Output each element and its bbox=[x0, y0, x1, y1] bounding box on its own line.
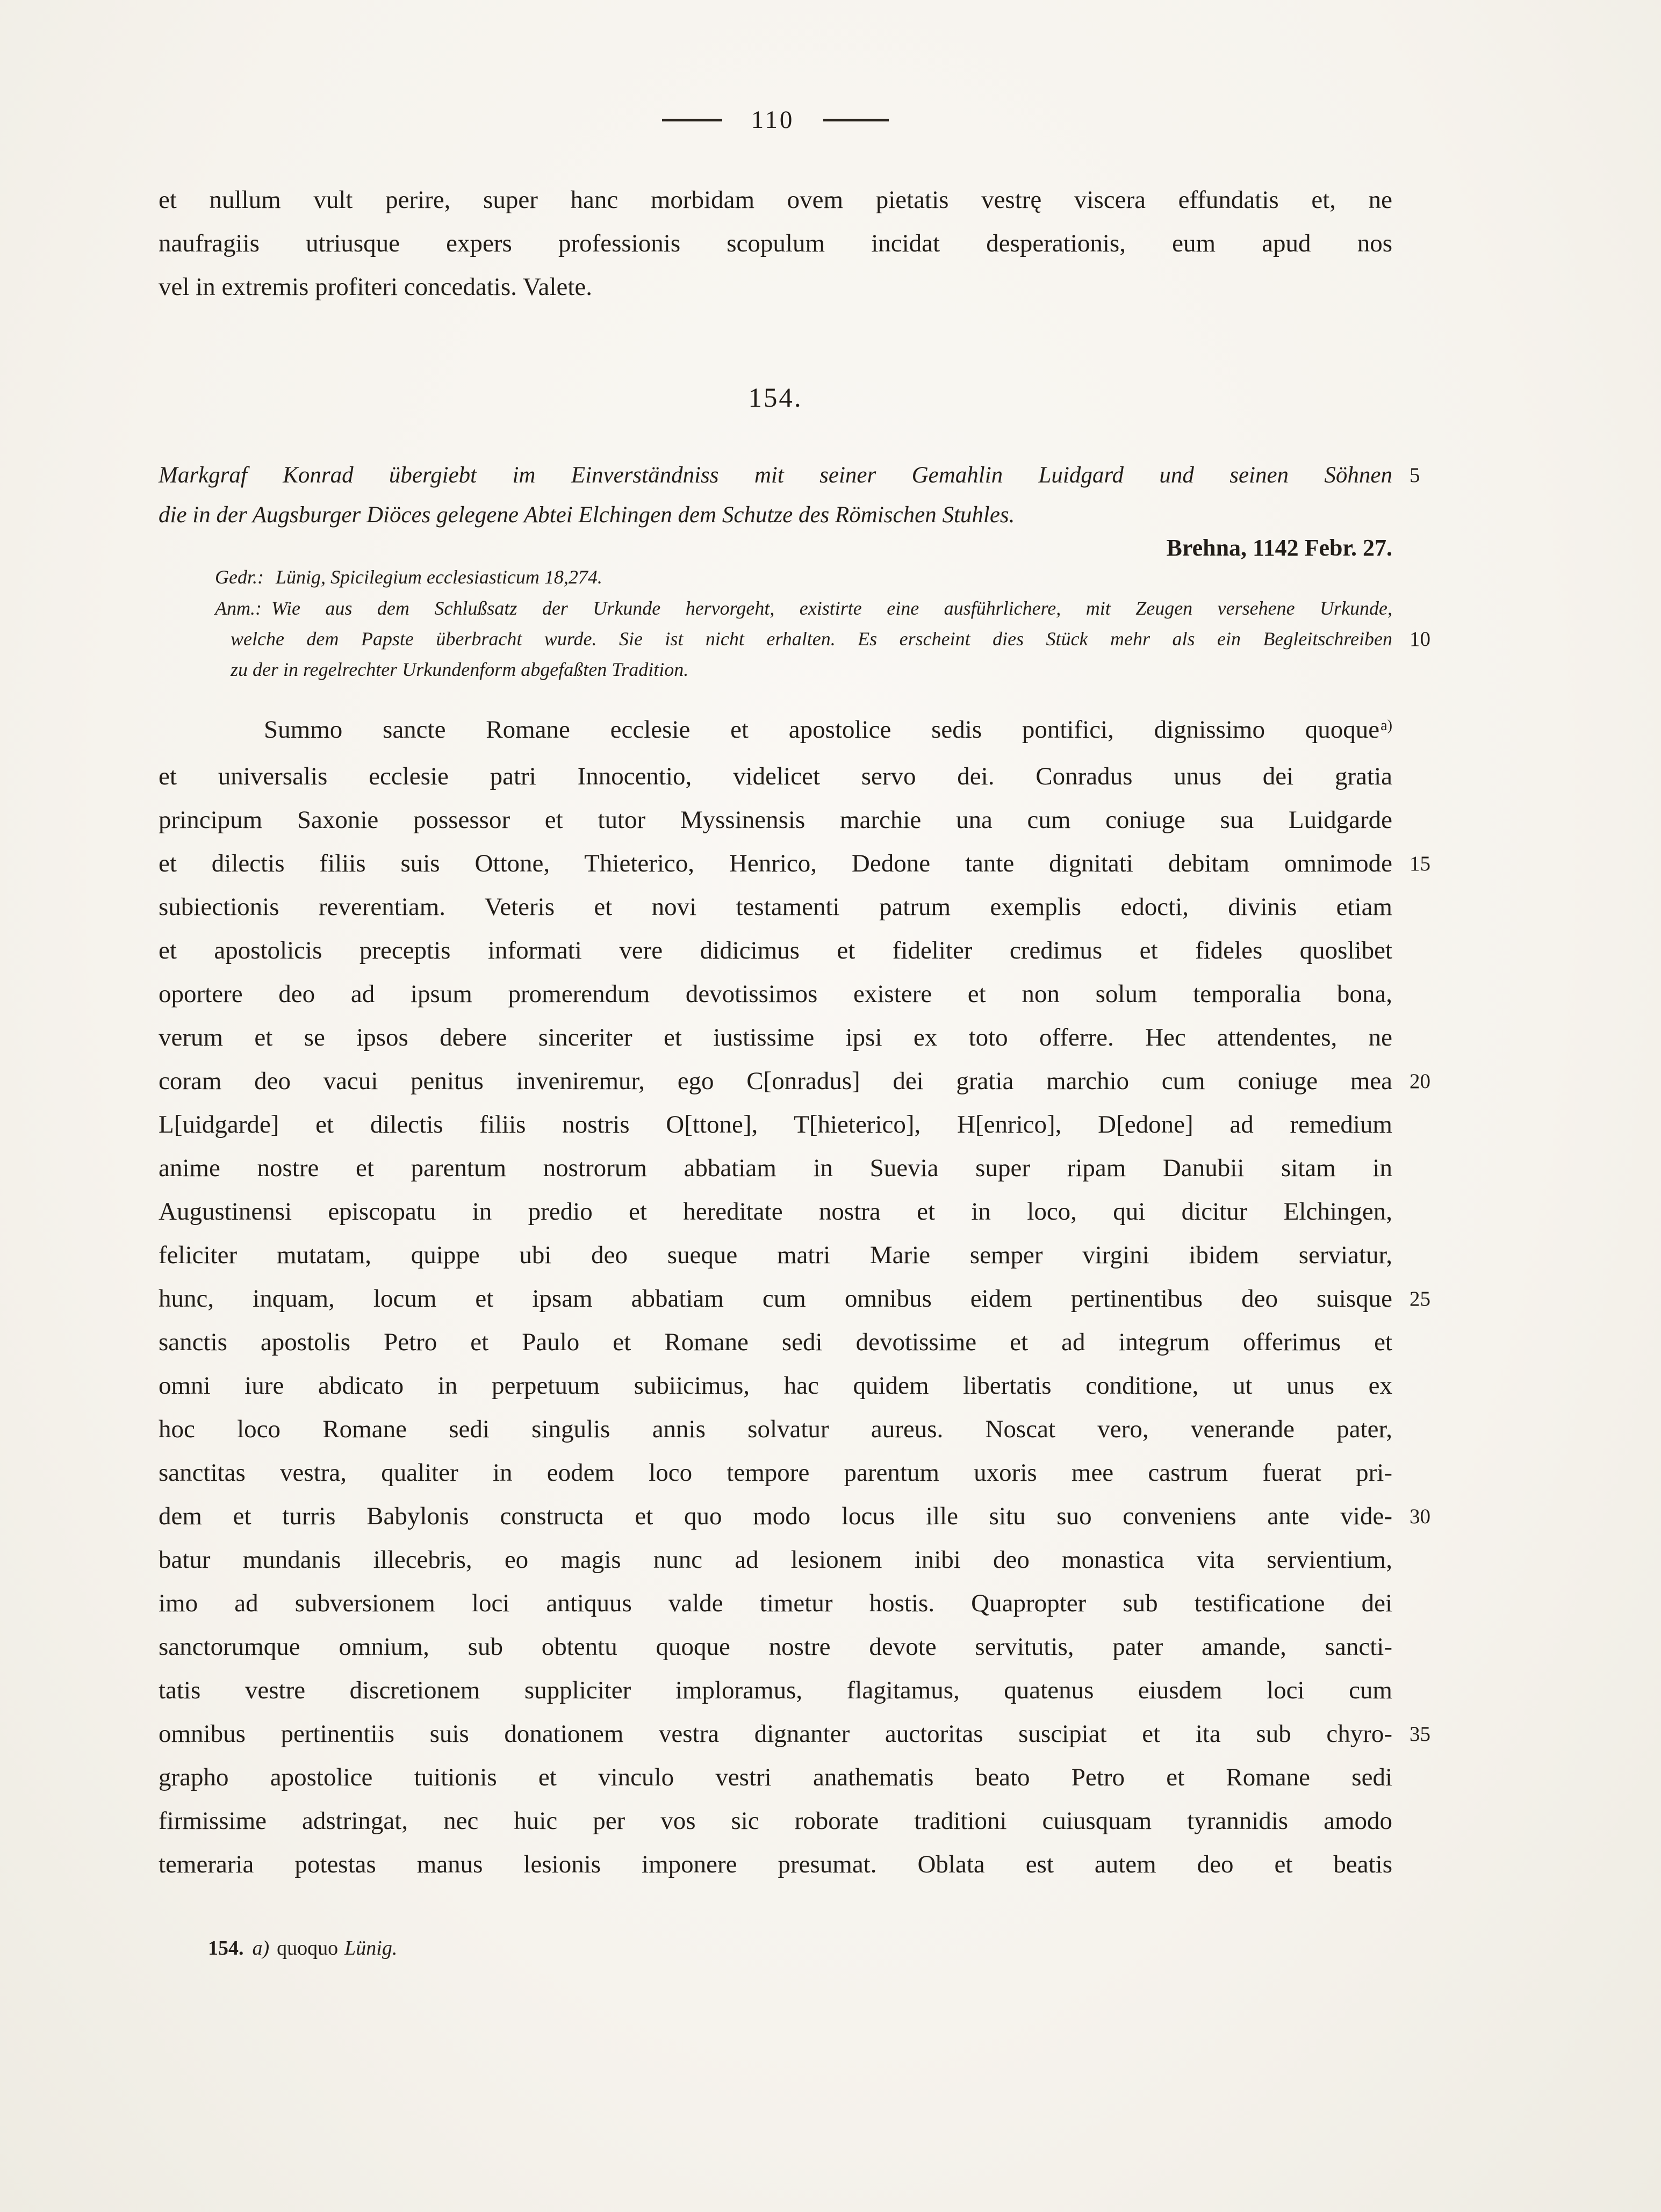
text-line: omnibus pertinentiis suis donationem vestra dignanter auctoritas suscipiat et ita sub chyro- bbox=[159, 1720, 1392, 1748]
editorial-commentary bbox=[159, 593, 1430, 685]
text-line: anime nostre et parentum nostrorum abbatiam in Suevia super ripam Danubii sitam in bbox=[159, 1154, 1392, 1182]
prev-doc-line bbox=[159, 178, 1392, 222]
body-line bbox=[159, 1060, 1430, 1103]
text-line: temeraria potestas manus lesionis imponere presumat. Oblata est autem deo et beatis bbox=[159, 1850, 1392, 1878]
text-line: zu der in regelrechter Urkundenform abgefaßten Tradition. bbox=[231, 659, 689, 680]
margin-line-number: 35 bbox=[1410, 1723, 1430, 1746]
body-line bbox=[159, 1495, 1430, 1538]
header-rule-right bbox=[823, 119, 889, 121]
body-line bbox=[159, 798, 1392, 842]
body-line bbox=[159, 1364, 1392, 1408]
text-line: et dilectis filiis suis Ottone, Thieterico, Henrico, Dedone tante dignitati debitam omnimode bbox=[159, 849, 1392, 877]
body-line bbox=[159, 1277, 1430, 1321]
footnote-marker: a) bbox=[252, 1937, 270, 1959]
body-line bbox=[159, 1451, 1392, 1495]
print-reference-note bbox=[215, 563, 1392, 591]
document-regest bbox=[159, 456, 1420, 535]
body-line bbox=[159, 1538, 1392, 1582]
regest-line bbox=[159, 456, 1420, 495]
text-line: principum Saxonie possessor et tutor Myssinensis marchie una cum coniuge sua Luidgarde bbox=[159, 806, 1392, 834]
text-line: verum et se ipsos debere sinceriter et iustissime ipsi ex toto offerre. Hec attendentes, ne bbox=[159, 1024, 1392, 1051]
margin-line-number: 30 bbox=[1410, 1505, 1430, 1528]
document-dateline: Brehna, 1142 Febr. 27. bbox=[1166, 535, 1392, 561]
regest-line bbox=[159, 495, 1392, 535]
doc-number-heading: 154. bbox=[748, 383, 803, 413]
margin-line-number: 10 bbox=[1410, 628, 1430, 651]
text-line: vel in extremis profiteri concedatis. Valete. bbox=[159, 273, 592, 301]
body-line bbox=[159, 842, 1430, 885]
margin-line-number: 15 bbox=[1410, 852, 1430, 875]
commentary-line bbox=[231, 654, 1392, 685]
text-line: et nullum vult perire, super hanc morbidam ovem pietatis vestrę viscera effundatis et, ne bbox=[159, 186, 1392, 214]
text-line: omni iure abdicato in perpetuum subiicimus, hac quidem libertatis conditione, ut unus ex bbox=[159, 1372, 1392, 1400]
prev-doc-line bbox=[159, 265, 1392, 309]
body-line bbox=[159, 929, 1392, 972]
footnote-reading: quoquo bbox=[277, 1937, 339, 1959]
text-line: subiectionis reverentiam. Veteris et novi testamenti patrum exemplis edocti, divinis etiam bbox=[159, 893, 1392, 921]
text-line: tatis vestre discretionem suppliciter imploramus, flagitamus, quatenus eiusdem loci cum bbox=[159, 1676, 1392, 1704]
body-line bbox=[159, 708, 1392, 755]
text-line: feliciter mutatam, quippe ubi deo sueque matri Marie semper virgini ibidem serviatur, bbox=[159, 1241, 1392, 1269]
text-line: Augustinensi episcopatu in predio et hereditate nostra et in loco, qui dicitur Elchingen, bbox=[159, 1198, 1392, 1226]
text-line: Summo sancte Romane ecclesie et apostolice sedis pontifici, dignissimo quoque bbox=[264, 716, 1380, 744]
body-line bbox=[159, 1147, 1392, 1190]
body-line bbox=[159, 1712, 1430, 1756]
text-line: die in der Augsburger Diöces gelegene Abtei Elchingen dem Schutze des Römischen Stuhles. bbox=[159, 502, 1015, 528]
text-line: Markgraf Konrad übergiebt im Einverständniss mit seiner Gemahlin Luidgard und seinen Söhnen bbox=[159, 463, 1392, 488]
commentary-line bbox=[231, 624, 1430, 654]
text-line: naufragiis utriusque expers professionis scopulum incidat desperationis, eum apud nos bbox=[159, 229, 1392, 257]
body-line bbox=[159, 1843, 1392, 1886]
body-line bbox=[159, 885, 1392, 929]
body-line bbox=[159, 972, 1392, 1016]
margin-line-number: 20 bbox=[1410, 1070, 1430, 1093]
body-line bbox=[159, 1016, 1392, 1060]
text-line: batur mundanis illecebris, eo magis nunc ad lesionem inibi deo monastica vita servientium, bbox=[159, 1546, 1392, 1574]
text-line: firmissime adstringat, nec huic per vos sic roborate traditioni cuiusquam tyrannidis amodo bbox=[159, 1807, 1392, 1835]
text-line: sanctorumque omnium, sub obtentu quoque nostre devote servitutis, pater amande, sancti- bbox=[159, 1633, 1392, 1661]
text-line: hoc loco Romane sedi singulis annis solvatur aureus. Noscat vero, venerande pater, bbox=[159, 1415, 1392, 1443]
text-line: oportere deo ad ipsum promerendum devotissimos existere et non solum temporalia bona, bbox=[159, 980, 1392, 1008]
footnote-source: Lünig. bbox=[344, 1937, 398, 1959]
print-ref-label: Gedr.: bbox=[215, 566, 264, 588]
margin-line-number: 5 bbox=[1410, 464, 1420, 487]
body-line bbox=[159, 1190, 1392, 1234]
body-line bbox=[159, 1669, 1392, 1712]
text-line: coram deo vacui penitus inveniremur, ego C[onradus] dei gratia marchio cum coniuge mea bbox=[159, 1067, 1392, 1095]
text-line: sanctis apostolis Petro et Paulo et Romane sedi devotissime et ad integrum offerimus et bbox=[159, 1328, 1392, 1356]
text-line: et apostolicis preceptis informati vere didicimus et fideliter credimus et fideles quoslibet bbox=[159, 936, 1392, 964]
body-line bbox=[159, 1799, 1392, 1843]
body-line bbox=[159, 1234, 1392, 1277]
text-line: imo ad subversionem loci antiquus valde timetur hostis. Quapropter sub testificatione dei bbox=[159, 1589, 1392, 1617]
text-column bbox=[159, 0, 1430, 2212]
text-line: Wie aus dem Schlußsatz der Urkunde hervorgeht, existirte eine ausführlichere, mit Zeugen versehene Urkunde, bbox=[271, 597, 1392, 619]
body-line bbox=[159, 755, 1392, 798]
text-line: grapho apostolice tuitionis et vinculo vestri anathematis beato Petro et Romane sedi bbox=[159, 1763, 1392, 1791]
text-line: et universalis ecclesie patri Innocentio, videlicet servo dei. Conradus unus dei gratia bbox=[159, 762, 1392, 790]
margin-line-number: 25 bbox=[1410, 1287, 1430, 1310]
document-body bbox=[159, 708, 1430, 1886]
print-ref-text: Lünig, Spicilegium ecclesiasticum 18,274. bbox=[275, 566, 602, 588]
body-line bbox=[159, 1321, 1392, 1364]
body-line bbox=[159, 1103, 1392, 1147]
text-line: dem et turris Babylonis constructa et quo modo locus ille situ suo conveniens ante vide- bbox=[159, 1502, 1392, 1530]
text-line: L[uidgarde] et dilectis filiis nostris O[ttone], T[hieterico], H[enrico], D[edone] ad remedium bbox=[159, 1111, 1392, 1139]
footnote-marker-sup: a) bbox=[1380, 717, 1392, 734]
header-rule-left bbox=[662, 119, 722, 121]
text-line: sanctitas vestra, qualiter in eodem loco tempore parentum uxoris mee castrum fuerat pri- bbox=[159, 1459, 1392, 1487]
body-line bbox=[159, 1756, 1392, 1799]
running-head bbox=[159, 105, 1392, 134]
body-line bbox=[159, 1408, 1392, 1451]
commentary-label: Anm.: bbox=[215, 597, 262, 619]
text-line: hunc, inquam, locum et ipsam abbatiam cum omnibus eidem pertinentibus deo suisque bbox=[159, 1285, 1392, 1313]
footnote bbox=[208, 1934, 397, 1962]
body-line bbox=[159, 1582, 1392, 1625]
prev-doc-line bbox=[159, 222, 1392, 265]
commentary-line bbox=[215, 593, 1392, 624]
previous-document-end bbox=[159, 178, 1392, 309]
body-line bbox=[159, 1625, 1392, 1669]
footnote-doc-number: 154. bbox=[208, 1937, 244, 1959]
text-line: welche dem Papste überbracht wurde. Sie ist nicht erhalten. Es erscheint dies Stück mehr als ein Begleitschreiben bbox=[231, 628, 1392, 650]
page-number: 110 bbox=[751, 106, 795, 134]
